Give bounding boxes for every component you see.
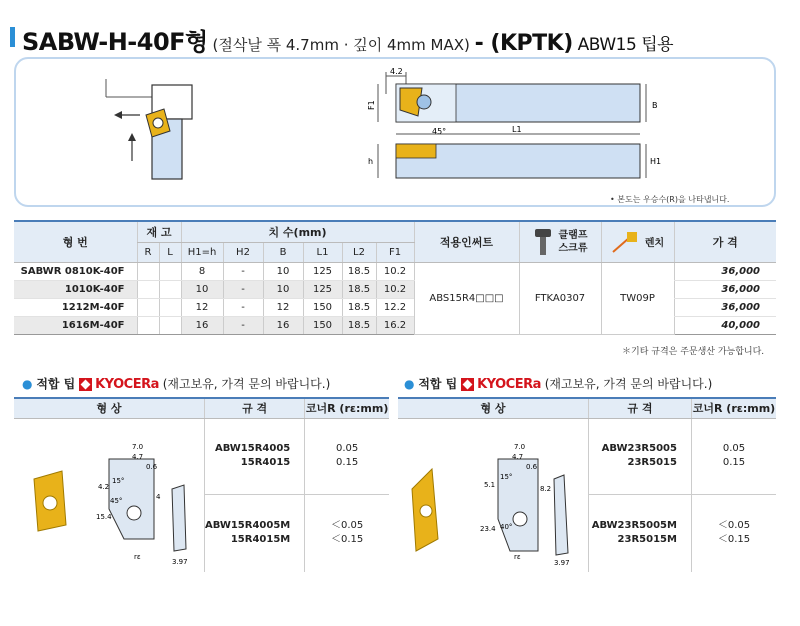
subheader-l1: L1 (303, 242, 342, 262)
usage-diagram (100, 75, 210, 185)
dim-b: 4.7 (512, 452, 524, 461)
row-h2: - (223, 280, 263, 298)
header-insert: 적용인써트 (414, 221, 519, 262)
dim-width-label: 4.2 (390, 67, 403, 76)
row-b: 12 (263, 298, 303, 316)
tip-corner-1: ＜0.05 (330, 520, 364, 532)
tip-spec-2: 15R4015M (230, 534, 291, 546)
brand-name: KYOCERa (95, 377, 159, 392)
tip-spec-cell (205, 418, 305, 495)
tip-corner-2: 0.15 (722, 457, 746, 469)
row-h1: 10 (181, 280, 223, 298)
holder-spec-table (14, 220, 776, 335)
dim-b-label: B (652, 101, 658, 110)
tip-spec-2: 23R5015M (617, 534, 677, 546)
row-l1: 125 (303, 280, 342, 298)
tip-spec-1: ABW15R4005 (214, 443, 291, 455)
table-footnote: ＊기타 규격은 주문생산 가능합니다. (622, 347, 765, 357)
subheader-h2: H2 (223, 242, 263, 262)
tip-note: (재고보유, 가격 문의 바랍니다.) (162, 377, 331, 391)
tip-spec-cell (589, 495, 692, 572)
wrench-icon (611, 230, 639, 254)
row-l1: 150 (303, 298, 342, 316)
dim-angle-label: 45° (432, 127, 447, 136)
row-b: 10 (263, 280, 303, 298)
row-r (137, 262, 159, 280)
tip-spec-cell (205, 495, 305, 572)
dim-g: 45° (110, 496, 123, 505)
tip-note: (재고보유, 가격 문의 바랍니다.) (544, 377, 713, 391)
dim-t: 3.97 (554, 558, 570, 567)
tip-heading-1 (22, 375, 330, 392)
tip-corner-1: 0.05 (722, 443, 746, 455)
row-r (137, 316, 159, 334)
header-dims: 치 수(mm) (181, 221, 414, 242)
insert-cell: ABS15R4□□□ (414, 262, 519, 334)
tip-corner-1: 0.05 (335, 443, 359, 455)
subheader-r: R (137, 242, 159, 262)
dim-r: rε (514, 552, 521, 561)
tip-header-corner: 코너R (rε:mm) (305, 398, 389, 418)
header-price: 가 격 (674, 221, 776, 262)
row-h2: - (223, 298, 263, 316)
row-h2: - (223, 262, 263, 280)
screw-cell: FTKA0307 (519, 262, 601, 334)
tip-shape-cell (398, 418, 589, 572)
subheader-h1: H1=h (181, 242, 223, 262)
tip-shape-cell (14, 418, 205, 572)
row-l2: 18.5 (342, 316, 376, 334)
row-r (137, 280, 159, 298)
dim-c: 0.6 (146, 462, 158, 471)
dim-f: 23.4 (480, 524, 496, 533)
header-wrench-label: 렌치 (644, 238, 665, 250)
tip-corner-2: ＜0.15 (717, 534, 751, 546)
tip-shape-drawing (14, 419, 204, 569)
row-price: 40,000 (674, 316, 776, 334)
tip-table-2 (398, 397, 776, 572)
diagram-note: • 본도는 우승수(R)을 나타냅니다. (610, 195, 730, 204)
title-tip: ABW15 팁용 (572, 35, 674, 55)
row-price: 36,000 (674, 262, 776, 280)
dim-a: 7.0 (132, 442, 144, 451)
tip-spec-1: ABW23R5005M (591, 520, 677, 532)
tip-header-spec: 규 격 (589, 398, 692, 418)
header-screw (519, 221, 601, 262)
tip-corner-cell (691, 418, 776, 495)
row-l2: 18.5 (342, 298, 376, 316)
bullet-icon: ● (404, 377, 415, 391)
tip-spec-2: 23R5015 (627, 457, 677, 469)
row-f1: 16.2 (376, 316, 414, 334)
page-title (22, 22, 673, 57)
screw-icon (532, 227, 554, 257)
row-r (137, 298, 159, 316)
dim-d: 15° (112, 476, 125, 485)
dim-r: rε (134, 552, 141, 561)
tip-header-spec: 규 격 (205, 398, 305, 418)
tip-heading-2 (404, 375, 712, 392)
bullet-icon: ● (22, 377, 33, 391)
row-l (159, 316, 181, 334)
wrench-cell: TW09P (601, 262, 674, 334)
row-l (159, 298, 181, 316)
dim-c: 0.6 (526, 462, 538, 471)
row-b: 10 (263, 262, 303, 280)
holder-top-view (360, 64, 680, 194)
dim-b: 4.7 (132, 452, 144, 461)
tip-header-shape: 형 상 (398, 398, 589, 418)
row-model: 1616M-40F (14, 316, 137, 334)
tip-corner-2: ＜0.15 (330, 534, 364, 546)
tip-label: 적합 팁 (418, 377, 458, 391)
dim-h: 8.2 (540, 484, 552, 493)
tip-spec-1: ABW15R4005M (205, 520, 291, 532)
row-l (159, 280, 181, 298)
tip-corner-2: 0.15 (335, 457, 359, 469)
row-l1: 125 (303, 262, 342, 280)
header-model: 형 번 (14, 221, 137, 262)
row-l (159, 262, 181, 280)
tip-label: 적합 팁 (36, 377, 76, 391)
dim-f: 15.4 (96, 512, 112, 521)
header-screw-label: 클램프 스크류 (558, 229, 588, 254)
dim-e: 4.2 (98, 482, 110, 491)
title-sub: (절삭날 폭 4.7mm · 깊이 4mm MAX) (207, 36, 475, 54)
tip-corner-cell (305, 418, 389, 495)
tip-shape-drawing (398, 419, 588, 569)
dim-g: 40° (500, 522, 513, 531)
row-f1: 10.2 (376, 262, 414, 280)
title-accent-bar (10, 27, 15, 47)
row-price: 36,000 (674, 298, 776, 316)
subheader-l: L (159, 242, 181, 262)
row-b: 16 (263, 316, 303, 334)
dim-h: 4 (156, 492, 161, 501)
kyocera-logo (461, 377, 541, 392)
header-wrench (601, 221, 674, 262)
tip-spec-cell (589, 418, 692, 495)
tip-corner-cell (691, 495, 776, 572)
tip-corner-cell (305, 495, 389, 572)
subheader-l2: L2 (342, 242, 376, 262)
title-dash: - (474, 31, 491, 56)
row-price: 36,000 (674, 280, 776, 298)
row-model: 1212M-40F (14, 298, 137, 316)
tip-header-corner: 코너R (rε:mm) (691, 398, 776, 418)
dim-h-label: h (368, 157, 374, 166)
tip-corner-1: ＜0.05 (717, 520, 751, 532)
row-l2: 18.5 (342, 262, 376, 280)
dim-a: 7.0 (514, 442, 526, 451)
tip-table-1 (14, 397, 389, 572)
subheader-f1: F1 (376, 242, 414, 262)
dim-d: 15° (500, 472, 513, 481)
header-material: 재 고 (137, 221, 181, 242)
row-l1: 150 (303, 316, 342, 334)
table-row (14, 262, 776, 280)
row-model: SABWR 0810K-40F (14, 262, 137, 280)
row-h1: 16 (181, 316, 223, 334)
row-h1: 8 (181, 262, 223, 280)
row-model: 1010K-40F (14, 280, 137, 298)
row-f1: 12.2 (376, 298, 414, 316)
dim-h1-label: H1 (650, 157, 662, 166)
kyocera-logo (79, 377, 159, 392)
subheader-b: B (263, 242, 303, 262)
brand-name: KYOCERa (477, 377, 541, 392)
dim-e: 5.1 (484, 480, 496, 489)
row-h2: - (223, 316, 263, 334)
tip-spec-1: ABW23R5005 (601, 443, 677, 455)
title-kptk: (KPTK) (490, 31, 573, 56)
tip-spec-2: 15R4015 (240, 457, 291, 469)
dim-l1-label: L1 (512, 125, 522, 134)
dim-t: 3.97 (172, 557, 188, 566)
tip-header-shape: 형 상 (14, 398, 205, 418)
dim-f1-label: F1 (367, 100, 376, 110)
row-f1: 10.2 (376, 280, 414, 298)
row-l2: 18.5 (342, 280, 376, 298)
row-h1: 12 (181, 298, 223, 316)
title-main: SABW-H-40F형 (22, 28, 208, 56)
